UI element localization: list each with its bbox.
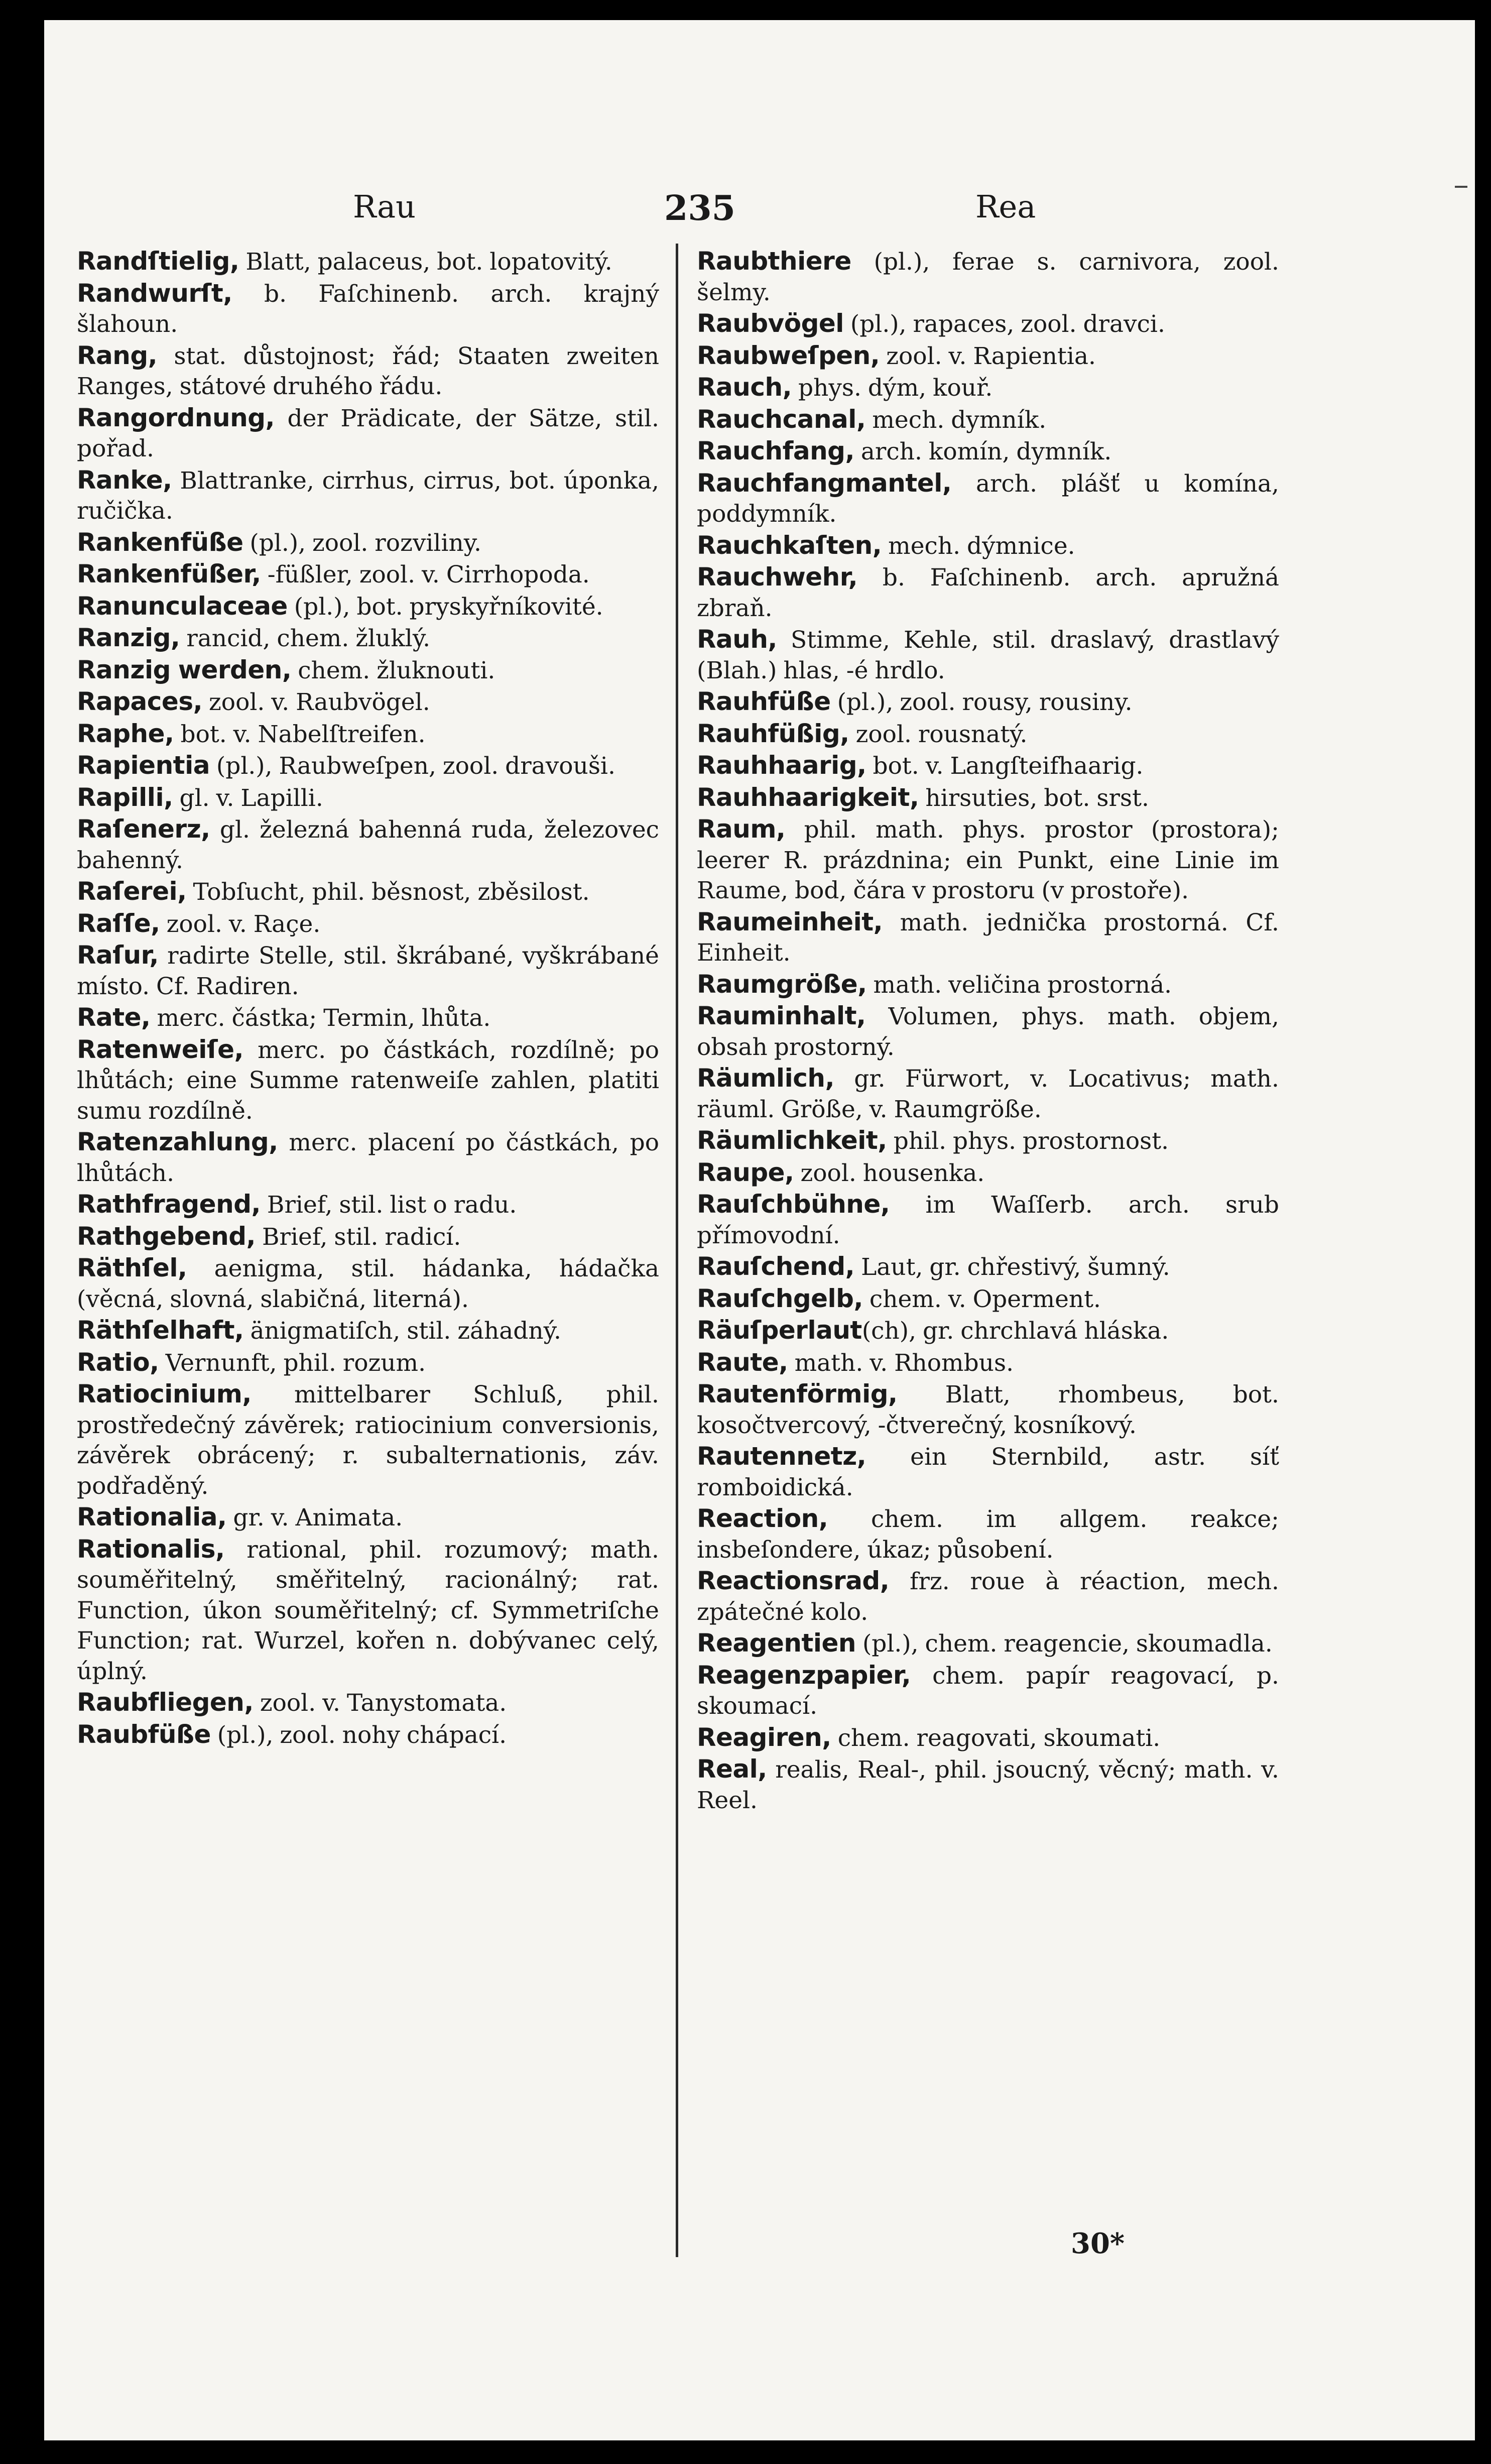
dictionary-entry [697,814,1279,906]
dictionary-entry [697,562,1279,624]
entry-headword: Randwurſt, [77,278,232,308]
entry-headword: Rationalis, [77,1534,225,1564]
entry-headword: Raſenerz, [77,814,210,844]
entry-definition: chem. reagovati, skoumati. [831,1724,1161,1752]
entry-definition: Brief, stil. radicí. [256,1223,461,1251]
entry-definition: arch. komín, dymník. [854,438,1112,465]
entry-definition: zool. v. Rapientia. [880,342,1096,370]
entry-definition: realis, Real-, phil. jsoucný, věcný; math. v. Reel. [697,1756,1279,1814]
entry-headword: Real, [697,1754,767,1784]
entry-definition: (pl.), zool. nohy chápací. [210,1721,507,1749]
dictionary-entry [697,1189,1279,1251]
page-number: 235 [664,188,735,228]
dictionary-entry [697,404,1279,436]
entry-headword: Rauhhaarig, [697,751,866,780]
dictionary-entry [697,530,1279,562]
entry-headword: Raute, [697,1347,788,1377]
entry-definition: radirte Stelle, stil. škrábané, vyškrábané místo. Cf. Radiren. [77,942,659,1000]
dictionary-entry [697,624,1279,686]
entry-definition: -füßler, zool. v. Cirrhopoda. [261,561,590,589]
entry-headword: Rauchkaſten, [697,530,882,560]
entry-definition: gr. v. Animata. [226,1504,403,1532]
entry-headword: Raubfliegen, [77,1688,254,1717]
dictionary-entry [77,940,659,1002]
dictionary-entry [77,1719,659,1751]
dictionary-entry [697,1441,1279,1503]
running-head-right: Rea [975,188,1036,225]
entry-definition: gl. v. Lapilli. [173,784,323,812]
entry-definition: (pl.), rapaces, zool. dravci. [843,310,1165,338]
dictionary-entry [77,876,659,908]
entry-headword: Ratenweiſe, [77,1034,244,1064]
entry-headword: Räuſperlaut [697,1316,862,1345]
entry-definition: phil. phys. prostornost. [887,1127,1169,1155]
entry-headword: Ratenzahlung, [77,1127,278,1156]
entry-headword: Randſtielig, [77,247,239,276]
entry-definition: gl. železná bahenná ruda, železovec bahenný. [77,816,659,874]
dictionary-entry [77,908,659,940]
dictionary-entry [697,372,1279,404]
dictionary-entry [77,1002,659,1034]
entry-definition: merc. částka; Termin, lhůta. [150,1004,491,1032]
entry-definition: gr. Fürwort, v. Locativus; math. räuml. Größe, v. Raumgröße. [697,1065,1279,1123]
entry-definition: arch. plášť u komína, poddymník. [697,470,1279,528]
entry-headword: Rauhfüßig, [697,719,849,748]
entry-headword: Ratiocinium, [77,1379,252,1409]
entry-headword: Rauhhaarigkeit, [697,782,919,812]
dictionary-entry [697,686,1279,718]
entry-definition: (pl.), chem. reagencie, skoumadla. [856,1630,1273,1658]
dictionary-entry [697,1722,1279,1754]
entry-definition: Blattranke, cirrhus, cirrus, bot. úponka, ručička. [77,466,659,525]
right-column [697,246,1279,1816]
dictionary-page [44,20,1475,2440]
entry-headword: Rauchfang, [697,436,854,465]
entry-headword: Reagentien [697,1628,856,1658]
signature-mark: 30* [1071,2227,1125,2260]
entry-headword: Reactionsrad, [697,1566,890,1595]
entry-headword: Raſſe, [77,908,160,938]
entry-definition: Stimme, Kehle, stil. draslavý, drastlavý (Blah.) hlas, -é hrdlo. [697,626,1279,684]
entry-headword: Raupe, [697,1157,794,1187]
dictionary-entry [697,1660,1279,1722]
dictionary-entry [697,340,1279,372]
entry-definition: Vernunft, phil. rozum. [159,1349,426,1377]
entry-definition: aenigma, stil. hádanka, hádačka (věcná, slovná, slabičná, literná). [77,1255,659,1313]
entry-headword: Raumgröße, [697,969,867,999]
dictionary-entry [77,1379,659,1501]
dictionary-entry [77,246,659,278]
entry-definition: Brief, stil. list o radu. [260,1191,517,1219]
dictionary-entry [697,1628,1279,1660]
entry-headword: Rauſchgelb, [697,1283,863,1313]
entry-headword: Ratio, [77,1347,159,1377]
entry-definition: bot. v. Langſteifhaarig. [866,752,1144,780]
entry-headword: Rauſchend, [697,1252,855,1281]
entry-headword: Rankenfüßer, [77,559,261,589]
entry-headword: Raubweſpen, [697,340,880,370]
dictionary-entry [77,1127,659,1189]
dictionary-entry [697,1001,1279,1063]
dictionary-entry [697,308,1279,340]
entry-definition: phys. dým, kouř. [792,374,993,402]
dictionary-entry [77,1502,659,1534]
dictionary-entry [77,403,659,464]
entry-headword: Rautennetz, [697,1442,866,1471]
entry-headword: Ranke, [77,465,172,495]
dictionary-entry [697,1157,1279,1189]
entry-definition: chem. v. Operment. [862,1285,1101,1313]
dictionary-entry [697,1283,1279,1315]
dictionary-entry [77,750,659,782]
entry-headword: Reaction, [697,1504,828,1533]
dictionary-entry [77,591,659,623]
entry-headword: Räumlichkeit, [697,1126,887,1155]
dictionary-entry [697,1566,1279,1627]
column-divider [676,244,678,2257]
dictionary-entry [697,1251,1279,1283]
dictionary-entry [77,782,659,814]
entry-definition: rancid, chem. žluklý. [180,625,431,652]
entry-definition: Tobſucht, phil. běsnost, zběsilost. [186,878,590,906]
entry-headword: Rauchcanal, [697,404,866,434]
entry-definition: chem. im allgem. reakce; insbeſondere, úkaz; působení. [697,1505,1279,1564]
dictionary-entry [697,468,1279,530]
entry-headword: Reagiren, [697,1722,831,1752]
entry-headword: Räthſel, [77,1253,187,1282]
dictionary-entry [77,623,659,654]
entry-definition: zool. v. Raçe. [160,910,321,938]
margin-mark [1455,186,1467,188]
entry-headword: Rauch, [697,373,792,402]
entry-headword: Rautenförmig, [697,1379,898,1409]
entry-definition: der Prädicate, der Sätze, stil. pořad. [77,404,659,462]
dictionary-entry [697,750,1279,782]
entry-definition: b. Faſchinenb. arch. krajný šlahoun. [77,280,659,338]
dictionary-entry [77,1034,659,1127]
dictionary-entry [77,278,659,340]
entry-definition: math. veličina prostorná. [866,971,1172,999]
entry-definition: zool. v. Raubvögel. [202,688,430,716]
entry-headword: Raſur, [77,941,159,970]
entry-headword: Rauhfüße [697,687,831,716]
entry-headword: Rangordnung, [77,403,275,432]
entry-definition: zool. v. Tanystomata. [253,1689,507,1717]
dictionary-entry [77,814,659,876]
dictionary-entry [697,719,1279,750]
dictionary-entry [697,1315,1279,1347]
entry-headword: Rapilli, [77,782,173,812]
dictionary-entry [77,1347,659,1379]
entry-definition: mech. dymník. [865,406,1047,434]
dictionary-entry [77,719,659,750]
entry-headword: Raumeinheit, [697,907,883,936]
entry-definition: chem. žluknouti. [291,656,495,684]
entry-definition: rational, phil. rozumový; math. souměřitelný, směřitelný, racionálný; rat. Function, úkon souměřitelný; cf. Symmetriſche Function; rat. Wurzel, kořen n. dobývanec celý, úplný. [77,1536,659,1685]
entry-definition: mittelbarer Schluß, phil. prostředečný závěrek; ratiocinium conversionis, závěrek obrácený; r. subalternationis, záv. podřaděný. [77,1381,659,1500]
entry-definition: (pl.), zool. rozviliny. [243,529,481,557]
entry-definition: phil. math. phys. prostor (prostora); leerer R. prázdnina; ein Punkt, eine Linie im Raume, bod, čára v prostoru (v prostoře). [697,816,1279,904]
entry-headword: Rapientia [77,751,210,780]
entry-definition: (pl.), ferae s. carnivora, zool. šelmy. [697,248,1279,306]
entry-definition: mech. dýmnice. [882,532,1075,560]
entry-headword: Ranzig, [77,623,180,652]
entry-definition: zool. rousnatý. [849,720,1028,748]
entry-headword: Ranzig werden, [77,655,292,684]
entry-headword: Rauh, [697,625,777,654]
entry-headword: Rang, [77,340,158,370]
dictionary-entry [77,1687,659,1719]
dictionary-entry [77,1534,659,1687]
dictionary-entry [77,1315,659,1347]
entry-definition: (pl.), Raubweſpen, zool. dravouši. [209,752,615,780]
entry-headword: Räthſelhaft, [77,1316,244,1345]
entry-definition: math. v. Rhombus. [788,1349,1014,1377]
entry-definition: (pl.), zool. rousy, rousiny. [830,688,1133,716]
entry-definition: math. jednička prostorná. Cf. Einheit. [697,908,1279,967]
dictionary-entry [77,1221,659,1253]
entry-headword: Rapaces, [77,687,203,716]
entry-definition: (pl.), bot. pryskyřníkovité. [287,593,603,621]
entry-definition: im Waſſerb. arch. srub přímovodní. [697,1191,1279,1249]
dictionary-entry [77,686,659,718]
dictionary-entry [697,1125,1279,1157]
dictionary-entry [697,1347,1279,1379]
entry-headword: Rationalia, [77,1502,227,1532]
dictionary-entry [77,1189,659,1221]
entry-headword: Raſerei, [77,877,187,906]
dictionary-entry [77,340,659,402]
entry-definition: merc. placení po částkách, po lhůtách. [77,1129,659,1187]
entry-headword: Rauſchbühne, [697,1190,890,1219]
running-head-left: Rau [353,188,416,225]
dictionary-entry [77,655,659,686]
entry-headword: Raubfüße [77,1719,211,1749]
entry-definition: Laut, gr. chřestivý, šumný. [854,1253,1170,1281]
dictionary-entry [697,246,1279,308]
entry-headword: Raphe, [77,719,174,748]
entry-headword: Raubvögel [697,309,844,338]
entry-headword: Raubthiere [697,247,851,276]
dictionary-entry [697,436,1279,467]
entry-definition: ein Sternbild, astr. síť romboidická. [697,1443,1279,1501]
entry-headword: Rauchwehr, [697,562,858,592]
entry-headword: Räumlich, [697,1064,834,1093]
entry-definition: frz. roue à réaction, mech. zpátečné kolo. [697,1568,1279,1626]
entry-headword: Rankenfüße [77,527,243,557]
dictionary-entry [697,1379,1279,1441]
entry-headword: Rathgebend, [77,1221,256,1251]
entry-headword: Raum, [697,814,786,844]
entry-definition: b. Faſchinenb. arch. apružná zbraň. [697,564,1279,622]
entry-headword: Rauchfangmantel, [697,468,952,498]
dictionary-entry [697,782,1279,814]
entry-definition: chem. papír reagovací, p. skoumací. [697,1662,1279,1720]
entry-headword: Ranunculaceae [77,591,288,621]
dictionary-entry [77,559,659,591]
dictionary-entry [697,969,1279,1001]
entry-definition: (ch), gr. chrchlavá hláska. [861,1317,1169,1345]
entry-headword: Reagenzpapier, [697,1660,911,1690]
dictionary-entry [697,1754,1279,1816]
entry-definition: Blatt, palaceus, bot. lopatovitý. [239,248,612,276]
entry-definition: stat. důstojnost; řád; Staaten zweiten Ranges, státové druhého řádu. [77,342,659,400]
dictionary-entry [697,1503,1279,1565]
entry-definition: zool. housenka. [794,1159,985,1187]
entry-definition: Volumen, phys. math. objem, obsah prostorný. [697,1003,1279,1061]
entry-definition: bot. v. Nabelſtreifen. [174,720,426,748]
entry-headword: Rate, [77,1003,151,1032]
dictionary-entry [77,527,659,559]
entry-definition: merc. po částkách, rozdílně; po lhůtách; eine Summe ratenweiſe zahlen, platiti sumu rozdílně. [77,1036,659,1125]
dictionary-entry [697,1063,1279,1125]
dictionary-entry [697,907,1279,969]
dictionary-entry [77,1253,659,1315]
dictionary-entry [77,465,659,527]
entry-definition: änigmatiſch, stil. záhadný. [243,1317,561,1345]
left-column [77,246,659,1751]
entry-headword: Rauminhalt, [697,1001,866,1030]
entry-definition: Blatt, rhombeus, bot. kosočtvercový, -čtverečný, kosníkový. [697,1381,1279,1439]
entry-definition: hirsuties, bot. srst. [919,784,1149,812]
entry-headword: Rathfragend, [77,1190,261,1219]
